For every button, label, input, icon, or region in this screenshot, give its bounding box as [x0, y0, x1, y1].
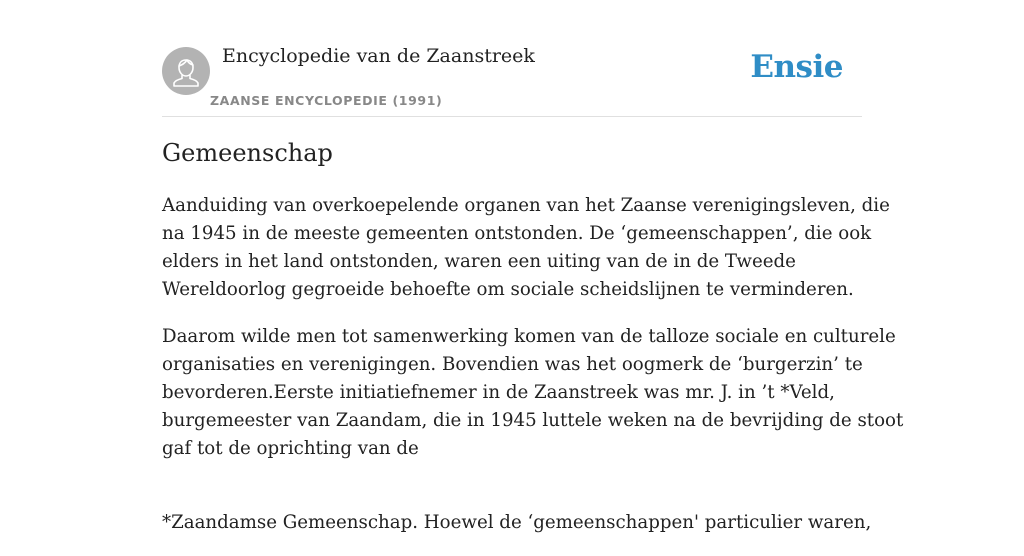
text-line: bevorderen.Eerste initiatiefnemer in de Zaanstreek was mr. J. in ’t *Veld,: [162, 382, 835, 403]
text-line: gaf tot de oprichting van de: [162, 438, 419, 459]
text-line: burgemeester van Zaandam, die in 1945 luttele weken na de bevrijding de stoot: [162, 410, 904, 431]
paragraph-spacer: [162, 482, 862, 509]
text-line: elders in het land ontstonden, waren een uiting van de in de Tweede: [162, 251, 796, 272]
brand-logo[interactable]: Ensie: [750, 49, 843, 85]
source-title[interactable]: Encyclopedie van de Zaanstreek: [222, 45, 535, 67]
paragraph-3: [162, 509, 872, 537]
article-body: [162, 192, 904, 556]
avatar[interactable]: [162, 47, 210, 95]
text-line: Aanduiding van overkoepelende organen van het Zaanse verenigingsleven, die: [162, 195, 890, 216]
text-line: Wereldoorlog gegroeide behoefte om sociale scheidslijnen te verminderen.: [162, 279, 854, 300]
user-placeholder-icon: [162, 47, 210, 95]
text-line: Daarom wilde men tot samenwerking komen van de talloze sociale en culturele: [162, 326, 896, 347]
text-line: organisaties en verenigingen. Bovendien was het oogmerk de ‘burgerzin’ te: [162, 354, 863, 375]
paragraph-2: [162, 323, 904, 463]
text-line: *Zaandamse Gemeenschap. Hoewel de ‘gemeenschappen' particulier waren,: [162, 512, 872, 533]
paragraph-1: [162, 192, 890, 304]
source-subtitle[interactable]: ZAANSE ENCYCLOPEDIE (1991): [210, 93, 443, 108]
source-header: [162, 0, 862, 117]
article-title: Gemeenschap: [162, 139, 333, 167]
text-line: na 1945 in de meeste gemeenten ontstonden. De ‘gemeenschappen’, die ook: [162, 223, 872, 244]
